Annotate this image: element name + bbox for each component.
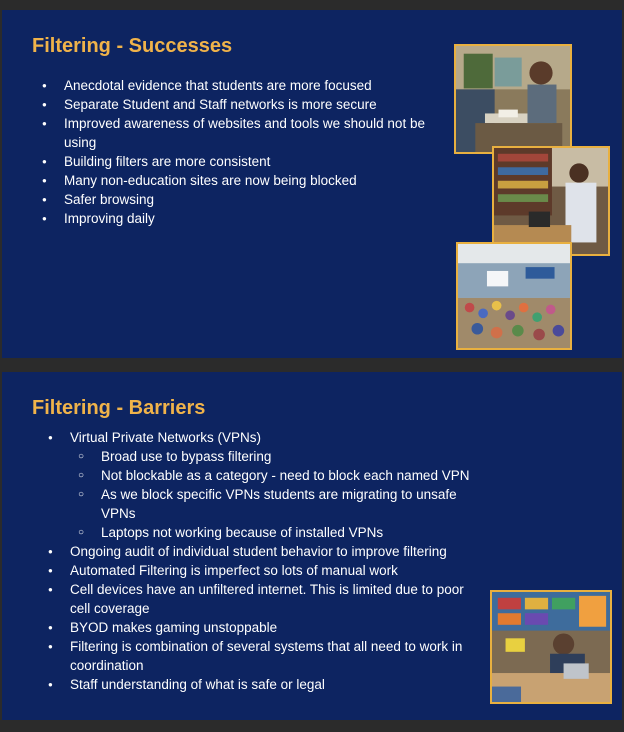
slide-successes [2, 10, 622, 358]
slide-barriers [2, 372, 622, 720]
bullet-item: ● Anecdotal evidence that students are more focused [40, 76, 440, 95]
bullet-item: ● Safer browsing [40, 190, 440, 209]
gym-assembly-photo [456, 242, 572, 350]
slide-title: Filtering - Successes [32, 35, 233, 57]
bullet-item: ● Separate Student and Staff networks is more secure [40, 95, 440, 114]
sub-bullet-list [78, 447, 486, 542]
bullet-item: ● Filtering is combination of several systems that all need to work in coordination [46, 637, 486, 675]
sub-bullet-item: ○ Not blockable as a category - need to block each named VPN [78, 466, 486, 485]
bullet-item: ● Ongoing audit of individual student behavior to improve filtering [46, 542, 486, 561]
sub-bullet-item: ○ Laptops not working because of installed VPNs [78, 523, 486, 542]
bullet-item [46, 428, 486, 542]
bullet-item: ● Improved awareness of websites and tools we should not be using [40, 114, 440, 152]
sub-bullet-item: ○ Broad use to bypass filtering [78, 447, 486, 466]
bullet-list [46, 428, 486, 694]
bullet-item: ● Improving daily [40, 209, 440, 228]
classroom-photo-student-writing [454, 44, 572, 154]
bullet-item: ● Automated Filtering is imperfect so lots of manual work [46, 561, 486, 580]
bullet-item: ● Cell devices have an unfiltered internet. This is limited due to poor cell coverage [46, 580, 486, 618]
bullet-item: ● Many non-education sites are now being blocked [40, 171, 440, 190]
bullet-item: ● Staff understanding of what is safe or legal [46, 675, 486, 694]
classroom-photo-teacher-laptop [490, 590, 612, 704]
bullet-item: ● BYOD makes gaming unstoppable [46, 618, 486, 637]
sub-bullet-item: ○ As we block specific VPNs students are migrating to unsafe VPNs [78, 485, 486, 523]
bullet-list [40, 76, 440, 228]
slide-title: Filtering - Barriers [32, 397, 206, 419]
bullet-item: ● Building filters are more consistent [40, 152, 440, 171]
library-photo-teacher [492, 146, 610, 256]
bullet-text: Virtual Private Networks (VPNs) [70, 430, 262, 445]
